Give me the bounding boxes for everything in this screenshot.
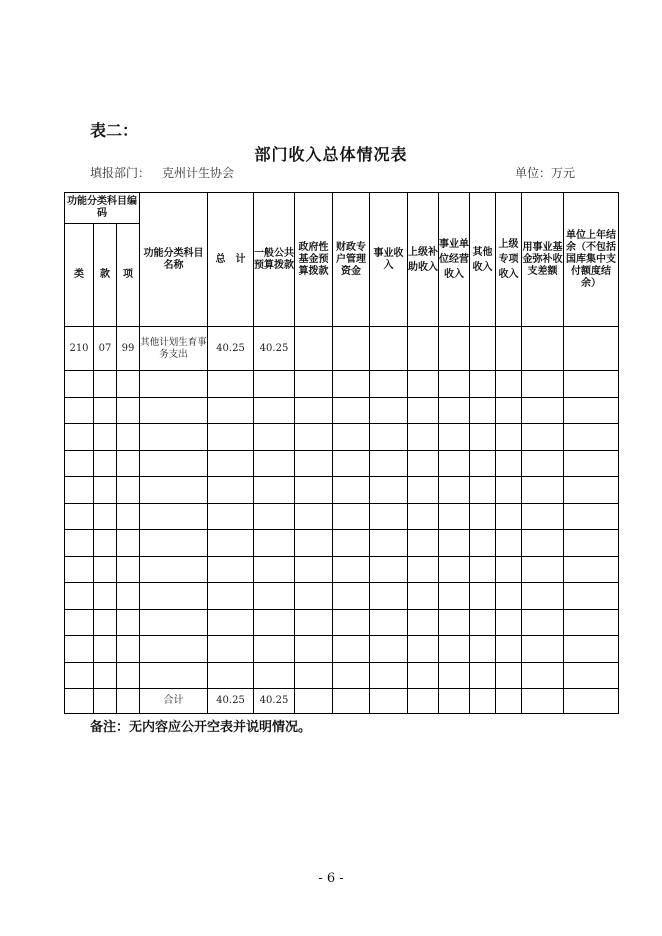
header-general-budget: 一般公共预算拨款 [254,193,295,327]
table-row [65,327,619,371]
table-row [65,662,619,689]
unit-label: 单位：万元 [515,166,576,180]
fill-department-label: 填报部门： [90,166,151,180]
table-row [65,424,619,451]
table-row [65,397,619,424]
table-row [65,583,619,610]
table-row [65,530,619,557]
table-row [65,556,619,583]
income-table [64,192,619,714]
header-code-group: 功能分类科目编码 [65,193,140,224]
cell-xiang: 99 [117,327,140,371]
header-upper-subsidy: 上级补助收入 [408,193,439,327]
cell-kuan: 07 [94,327,117,371]
header-lei: 类 [65,224,94,327]
header-prev-balance: 单位上年结余（不包括国库集中支付额度结余） [564,193,619,327]
table-row [65,371,619,398]
header-upper-special: 上级专项收入 [496,193,522,327]
table-row [65,477,619,504]
header-fiscal-special: 财政专户管理资金 [333,193,370,327]
table-row [65,609,619,636]
cell-subject-name: 其他计划生育事务支出 [140,327,208,371]
total-label: 合计 [140,689,208,714]
header-subject-name: 功能分类科目名称 [140,193,208,327]
page-number: - 6 - [318,871,344,886]
header-other-income: 其他收入 [470,193,496,327]
header-kuan: 款 [94,224,117,327]
header-xiang: 项 [117,224,140,327]
header-fund-balance: 用事业基金弥补收支差额 [522,193,564,327]
total-amount: 40.25 [208,689,254,714]
fill-department-value: 克州计生协会 [162,166,235,180]
page-title: 部门收入总体情况表 [254,145,408,164]
total-row [65,689,619,714]
total-general-budget: 40.25 [254,689,295,714]
remark-note: 备注：无内容应公开空表并说明情况。 [90,720,312,735]
cell-general-budget: 40.25 [254,327,295,371]
header-total: 总 计 [208,193,254,327]
header-business-income: 事业收入 [370,193,408,327]
table-label: 表二： [90,121,139,140]
cell-total: 40.25 [208,327,254,371]
table-row [65,636,619,663]
table-row [65,450,619,477]
cell-lei: 210 [65,327,94,371]
fill-department [90,164,234,181]
table-row [65,503,619,530]
header-gov-fund: 政府性基金预算拨款 [295,193,333,327]
header-unit-operating: 事业单位经营收入 [439,193,470,327]
